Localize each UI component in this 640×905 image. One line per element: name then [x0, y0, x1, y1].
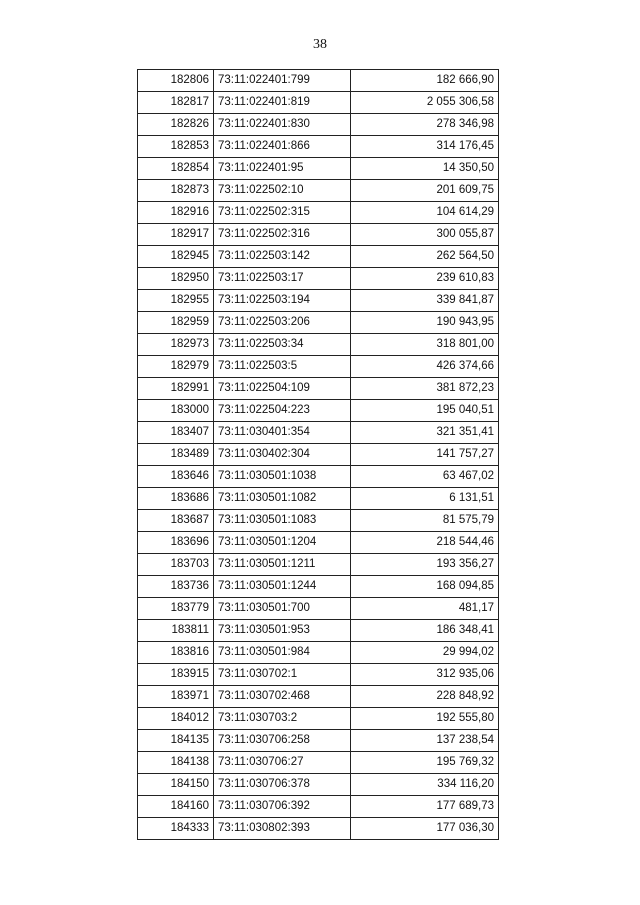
record-number-cell: 182806 — [138, 70, 214, 92]
table-row — [138, 444, 499, 466]
value-cell: 228 848,92 — [351, 686, 499, 708]
table-row — [138, 378, 499, 400]
cadastral-number-cell: 73:11:030802:393 — [214, 818, 351, 840]
record-number-cell: 182950 — [138, 268, 214, 290]
record-number-cell: 182826 — [138, 114, 214, 136]
registry-table — [137, 69, 499, 840]
value-cell: 195 040,51 — [351, 400, 499, 422]
value-cell: 300 055,87 — [351, 224, 499, 246]
value-cell: 218 544,46 — [351, 532, 499, 554]
record-number-cell: 182853 — [138, 136, 214, 158]
record-number-cell: 182973 — [138, 334, 214, 356]
table-row — [138, 488, 499, 510]
value-cell: 168 094,85 — [351, 576, 499, 598]
record-number-cell: 183696 — [138, 532, 214, 554]
table-row — [138, 312, 499, 334]
cadastral-number-cell: 73:11:022503:5 — [214, 356, 351, 378]
value-cell: 177 689,73 — [351, 796, 499, 818]
table-row — [138, 598, 499, 620]
value-cell: 2 055 306,58 — [351, 92, 499, 114]
table-row — [138, 246, 499, 268]
cadastral-number-cell: 73:11:030501:1083 — [214, 510, 351, 532]
table-row — [138, 158, 499, 180]
value-cell: 29 994,02 — [351, 642, 499, 664]
record-number-cell: 184160 — [138, 796, 214, 818]
record-number-cell: 183736 — [138, 576, 214, 598]
value-cell: 481,17 — [351, 598, 499, 620]
cadastral-number-cell: 73:11:022503:142 — [214, 246, 351, 268]
table-row — [138, 620, 499, 642]
record-number-cell: 183915 — [138, 664, 214, 686]
record-number-cell: 182916 — [138, 202, 214, 224]
table-row — [138, 290, 499, 312]
value-cell: 381 872,23 — [351, 378, 499, 400]
cadastral-number-cell: 73:11:030702:1 — [214, 664, 351, 686]
value-cell: 321 351,41 — [351, 422, 499, 444]
record-number-cell: 183686 — [138, 488, 214, 510]
table-row — [138, 466, 499, 488]
table-row — [138, 268, 499, 290]
cadastral-number-cell: 73:11:030501:700 — [214, 598, 351, 620]
value-cell: 426 374,66 — [351, 356, 499, 378]
table-row — [138, 422, 499, 444]
record-number-cell: 183779 — [138, 598, 214, 620]
value-cell: 318 801,00 — [351, 334, 499, 356]
value-cell: 312 935,06 — [351, 664, 499, 686]
record-number-cell: 183000 — [138, 400, 214, 422]
record-number-cell: 184333 — [138, 818, 214, 840]
table-row — [138, 70, 499, 92]
value-cell: 6 131,51 — [351, 488, 499, 510]
cadastral-number-cell: 73:11:022503:194 — [214, 290, 351, 312]
table-row — [138, 664, 499, 686]
value-cell: 141 757,27 — [351, 444, 499, 466]
cadastral-number-cell: 73:11:030501:1211 — [214, 554, 351, 576]
cadastral-number-cell: 73:11:022401:95 — [214, 158, 351, 180]
table-row — [138, 796, 499, 818]
record-number-cell: 182955 — [138, 290, 214, 312]
cadastral-number-cell: 73:11:030501:1244 — [214, 576, 351, 598]
record-number-cell: 183687 — [138, 510, 214, 532]
cadastral-number-cell: 73:11:022502:10 — [214, 180, 351, 202]
table-row — [138, 686, 499, 708]
cadastral-number-cell: 73:11:022503:206 — [214, 312, 351, 334]
record-number-cell: 183816 — [138, 642, 214, 664]
table-row — [138, 774, 499, 796]
record-number-cell: 184138 — [138, 752, 214, 774]
record-number-cell: 183811 — [138, 620, 214, 642]
cadastral-number-cell: 73:11:030706:27 — [214, 752, 351, 774]
record-number-cell: 182873 — [138, 180, 214, 202]
cadastral-number-cell: 73:11:030501:1038 — [214, 466, 351, 488]
table-row — [138, 400, 499, 422]
cadastral-number-cell: 73:11:022401:799 — [214, 70, 351, 92]
value-cell: 192 555,80 — [351, 708, 499, 730]
cadastral-number-cell: 73:11:022401:866 — [214, 136, 351, 158]
table-row — [138, 532, 499, 554]
record-number-cell: 184135 — [138, 730, 214, 752]
table-row — [138, 92, 499, 114]
cadastral-number-cell: 73:11:030702:468 — [214, 686, 351, 708]
record-number-cell: 182959 — [138, 312, 214, 334]
value-cell: 104 614,29 — [351, 202, 499, 224]
value-cell: 177 036,30 — [351, 818, 499, 840]
table-row — [138, 136, 499, 158]
table-row — [138, 356, 499, 378]
value-cell: 239 610,83 — [351, 268, 499, 290]
record-number-cell: 183971 — [138, 686, 214, 708]
cadastral-number-cell: 73:11:022504:109 — [214, 378, 351, 400]
record-number-cell: 183489 — [138, 444, 214, 466]
record-number-cell: 182979 — [138, 356, 214, 378]
record-number-cell: 182945 — [138, 246, 214, 268]
table-row — [138, 642, 499, 664]
cadastral-number-cell: 73:11:030501:1082 — [214, 488, 351, 510]
record-number-cell: 183407 — [138, 422, 214, 444]
cadastral-number-cell: 73:11:022401:830 — [214, 114, 351, 136]
value-cell: 334 116,20 — [351, 774, 499, 796]
table-row — [138, 202, 499, 224]
value-cell: 182 666,90 — [351, 70, 499, 92]
cadastral-number-cell: 73:11:030706:378 — [214, 774, 351, 796]
value-cell: 81 575,79 — [351, 510, 499, 532]
record-number-cell: 183703 — [138, 554, 214, 576]
table-row — [138, 114, 499, 136]
cadastral-number-cell: 73:11:022503:17 — [214, 268, 351, 290]
value-cell: 190 943,95 — [351, 312, 499, 334]
value-cell: 195 769,32 — [351, 752, 499, 774]
cadastral-number-cell: 73:11:030501:984 — [214, 642, 351, 664]
record-number-cell: 182991 — [138, 378, 214, 400]
value-cell: 201 609,75 — [351, 180, 499, 202]
table-row — [138, 224, 499, 246]
table-row — [138, 510, 499, 532]
cadastral-number-cell: 73:11:030501:1204 — [214, 532, 351, 554]
cadastral-number-cell: 73:11:030706:392 — [214, 796, 351, 818]
record-number-cell: 182917 — [138, 224, 214, 246]
value-cell: 14 350,50 — [351, 158, 499, 180]
table-row — [138, 708, 499, 730]
record-number-cell: 182817 — [138, 92, 214, 114]
table-row — [138, 818, 499, 840]
record-number-cell: 182854 — [138, 158, 214, 180]
table-row — [138, 752, 499, 774]
value-cell: 193 356,27 — [351, 554, 499, 576]
value-cell: 186 348,41 — [351, 620, 499, 642]
table-row — [138, 554, 499, 576]
cadastral-number-cell: 73:11:022503:34 — [214, 334, 351, 356]
cadastral-number-cell: 73:11:022502:315 — [214, 202, 351, 224]
cadastral-number-cell: 73:11:022401:819 — [214, 92, 351, 114]
registry-table-body — [138, 70, 499, 840]
cadastral-number-cell: 73:11:022504:223 — [214, 400, 351, 422]
cadastral-number-cell: 73:11:030703:2 — [214, 708, 351, 730]
cadastral-number-cell: 73:11:030706:258 — [214, 730, 351, 752]
page-number: 38 — [313, 37, 327, 52]
table-row — [138, 334, 499, 356]
value-cell: 262 564,50 — [351, 246, 499, 268]
value-cell: 137 238,54 — [351, 730, 499, 752]
cadastral-number-cell: 73:11:030402:304 — [214, 444, 351, 466]
value-cell: 278 346,98 — [351, 114, 499, 136]
value-cell: 314 176,45 — [351, 136, 499, 158]
cadastral-number-cell: 73:11:030501:953 — [214, 620, 351, 642]
value-cell: 339 841,87 — [351, 290, 499, 312]
table-row — [138, 180, 499, 202]
cadastral-number-cell: 73:11:022502:316 — [214, 224, 351, 246]
value-cell: 63 467,02 — [351, 466, 499, 488]
cadastral-number-cell: 73:11:030401:354 — [214, 422, 351, 444]
record-number-cell: 183646 — [138, 466, 214, 488]
record-number-cell: 184150 — [138, 774, 214, 796]
table-row — [138, 576, 499, 598]
record-number-cell: 184012 — [138, 708, 214, 730]
table-row — [138, 730, 499, 752]
